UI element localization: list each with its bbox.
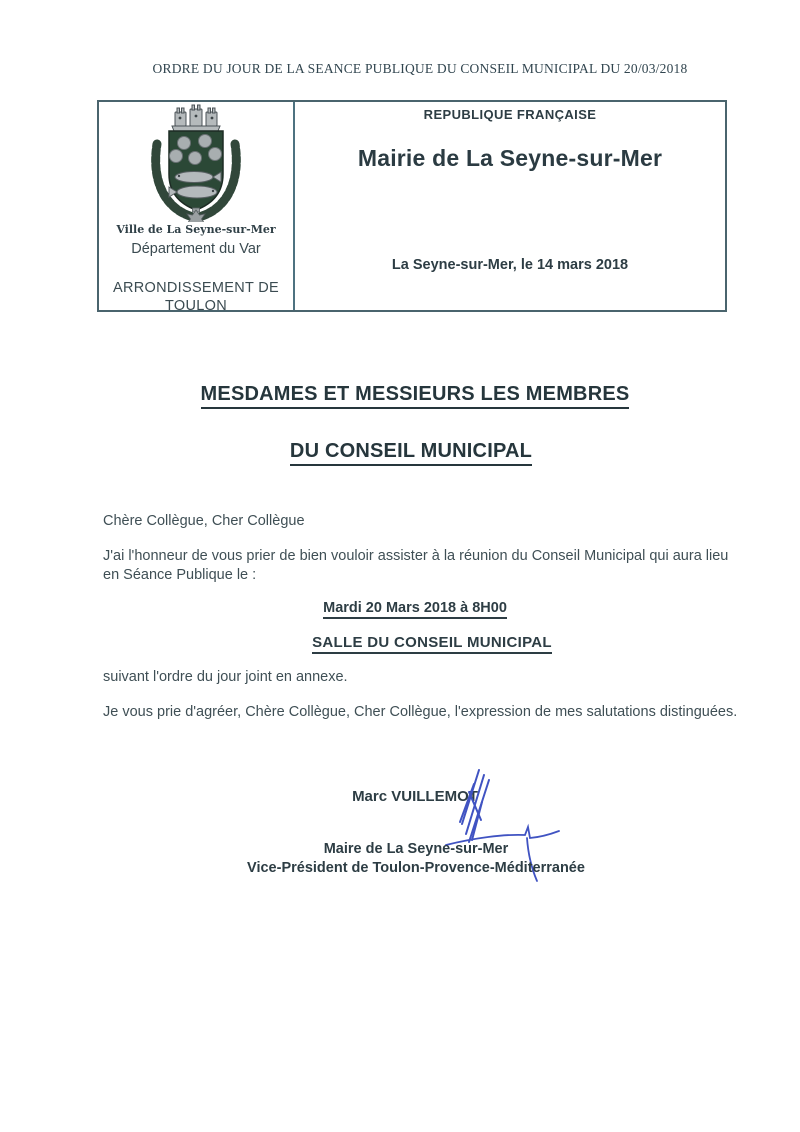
addressee-title-line2: DU CONSEIL MUNICIPAL [22,440,800,466]
republic-label: REPUBLIQUE FRANÇAISE [423,107,597,122]
document-header-line: ORDRE DU JOUR DE LA SEANCE PUBLIQUE DU CONSEIL MUNICIPAL DU 20/03/2018 [152,61,688,76]
closing-sentence: Je vous prie d'agréer, Chère Collègue, Cher Collègue, l'expression de mes salutations distinguées. [103,704,738,720]
meeting-place: SALLE DU CONSEIL MUNICIPAL [64,634,800,654]
department-label: Département du Var [131,241,261,257]
letterhead-left-cell [99,102,295,314]
city-coat-of-arms-icon [99,104,293,227]
letter-date-line: La Seyne-sur-Mer, le 14 mars 2018 [391,257,629,273]
meeting-datetime: Mardi 20 Mars 2018 à 8H00 [30,600,800,619]
city-hall-title: Mairie de La Seyne-sur-Mer [357,145,663,171]
signatory-roles: Maire de La Seyne-sur-Mer Vice-Président de Toulon-Provence-Méditerranée [247,841,585,876]
arrondissement-label: ARRONDISSEMENT DE TOULON [113,280,279,314]
agenda-note: suivant l'ordre du jour joint en annexe. [103,669,348,685]
invitation-paragraph: J'ai l'honneur de vous prier de bien vouloir assister à la réunion du Conseil Municipal qui aura lieu en Séance Publique le : [103,548,729,583]
letterhead-right-cell [295,102,725,310]
signatory-name: Marc VUILLEMOT [352,788,478,805]
letterhead-box [97,100,727,312]
crest-caption: Ville de La Seyne-sur-Mer [116,223,276,236]
addressee-title-line1: MESDAMES ET MESSIEURS LES MEMBRES [30,383,800,409]
salutation: Chère Collègue, Cher Collègue [103,513,305,529]
